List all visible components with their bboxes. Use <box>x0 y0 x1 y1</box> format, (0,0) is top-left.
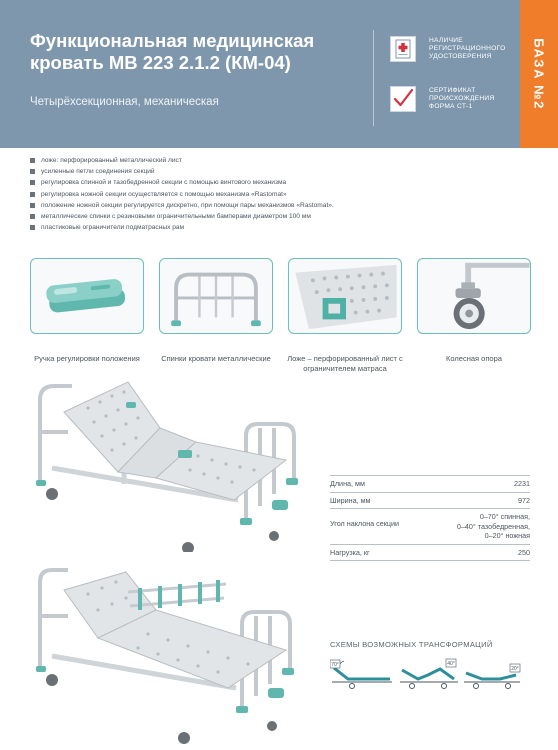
scheme-angle-leg: 20° <box>511 666 519 672</box>
bed-illustration-raised <box>28 372 300 552</box>
headboard-photo <box>159 258 273 334</box>
bullet-icon <box>30 158 35 163</box>
mattress-platform-caption: Ложе – перфорированный лист с ограничителем матраса <box>287 354 403 373</box>
scheme-hip-section <box>400 659 458 689</box>
spec-label: Длина, мм <box>330 479 365 488</box>
base-tab <box>520 0 558 148</box>
spec-value: 972 <box>518 495 530 505</box>
spec-value: 2231 <box>514 479 530 488</box>
bullet-icon <box>30 192 35 197</box>
schemes-title: СХЕМЫ ВОЗМОЖНЫХ ТРАНСФОРМАЦИЙ <box>330 640 493 649</box>
mattress-platform-photo <box>288 258 402 334</box>
caster-caption: Колесная опора <box>446 354 502 363</box>
feature-item: металлические спинки с резиновыми ограничительными бамперами диаметром 100 мм <box>30 211 334 222</box>
handle-caption: Ручка регулировки положения <box>34 354 140 363</box>
checkmark-icon <box>390 86 416 112</box>
bullet-icon <box>30 180 35 185</box>
scheme-leg-section <box>464 664 520 689</box>
feature-item: усиленные петли соединения секций <box>30 166 334 177</box>
registration-badge <box>390 36 519 62</box>
base-tab-label: БАЗА №2 <box>531 38 547 110</box>
spec-value: 250 <box>518 547 530 557</box>
handle-photo <box>30 258 144 334</box>
transformation-schemes <box>330 655 530 695</box>
bullet-icon <box>30 169 35 174</box>
header-banner <box>0 0 520 148</box>
specs-row <box>330 492 530 509</box>
spec-label: Ширина, мм <box>330 495 371 505</box>
bed-illustration-flat <box>28 560 300 745</box>
feature-list <box>30 155 334 233</box>
specs-row <box>330 509 530 545</box>
page-title: Функциональная медицинская кровать МВ 223 2.1.2 (КМ-04) <box>30 30 315 73</box>
scheme-angle-back: 70° <box>331 662 339 668</box>
bullet-icon <box>30 203 35 208</box>
specs-row <box>330 544 530 561</box>
feature-item: пластиковые ограничители подматрасных рам <box>30 222 334 233</box>
header-divider <box>373 30 374 126</box>
bullet-icon <box>30 225 35 230</box>
feature-item: положение ножной секции регулируется дискретно, при помощи пары механизмов «Rastomat». <box>30 200 334 211</box>
bullet-icon <box>30 214 35 219</box>
specs-row <box>330 476 530 493</box>
scheme-angle-hip: 40° <box>447 661 455 667</box>
certificate-badge <box>390 86 519 112</box>
headboard-caption: Спинки кровати металлические <box>161 354 271 363</box>
certificate-badge-text: СЕРТИФИКАТ ПРОИСХОЖДЕНИЯ ФОРМА СТ-1 <box>429 87 495 110</box>
document-cross-icon <box>390 36 416 62</box>
spec-label: Нагрузка, кг <box>330 547 370 557</box>
feature-item: ложе: перфорированный металлический лист <box>30 155 334 166</box>
spec-value: 0–70° спинная, 0–40° тазобедренная, 0–20° ножная <box>456 512 530 540</box>
spec-label: Угол наклона секции <box>330 519 400 528</box>
scheme-back-section <box>330 660 392 689</box>
caster-photo <box>417 258 531 334</box>
feature-item: регулировка ножной секции осуществляется с помощью механизма «Rastomat» <box>30 189 334 200</box>
page-subtitle: Четырёхсекционная, механическая <box>30 96 219 108</box>
registration-badge-text: НАЛИЧИЕ РЕГИСТРАЦИОННОГО УДОСТОВЕРЕНИЯ <box>429 37 506 60</box>
feature-item: регулировка спинной и тазобедренной секции с помощью винтового механизма <box>30 177 334 188</box>
specs-table <box>330 475 530 561</box>
